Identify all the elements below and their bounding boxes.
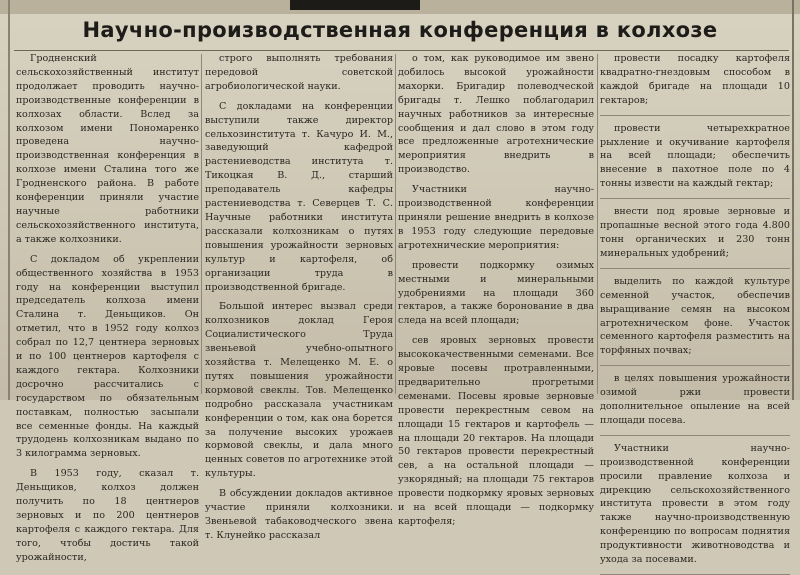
paragraph: о том, как руководимое им звено добилось высокой урожайности махорки. Бригадир полеводческой бригады т. Лешко поблагодарил научных работников за интересные сообщения и дал слово в этом году все предложенные агротехнические мероприятия внедрить в производство.: [398, 53, 594, 176]
list-separator: [600, 198, 790, 199]
paragraph: Участники научно-производственной конференции просили правление колхоза и дирекцию сельскохозяйственного института провести в этом году также научно-производственную конференцию по вопросам поднятия продуктивности животноводства и ухода за посевами.: [600, 442, 790, 566]
column-divider: [597, 54, 598, 394]
column-divider: [201, 54, 202, 394]
column-3: [398, 52, 594, 527]
column-2: [205, 52, 393, 541]
paragraph: выделить по каждой культуре семенной участок, обеспечив выращивание семян на высоком агротехническом фоне. Участок семенного картофеля разместить на торфяных почвах;: [600, 275, 790, 357]
paragraph: внести под яровые зерновые и пропашные весной этого года 4.800 тонн органических и 230 тонн минеральных удобрений;: [600, 206, 790, 259]
headline-rule: [14, 50, 789, 51]
paragraph: в целях повышения урожайности озимой ржи провести дополнительное опыление на всей площади посева.: [600, 373, 790, 426]
list-separator: [600, 365, 790, 366]
header-black-bar: [290, 0, 420, 10]
left-edge-rule: [8, 0, 10, 400]
paragraph: С докладом об укреплении общественного хозяйства в 1953 году на конференции выступил председатель колхоза имени Сталина т. Деньщиков. Он отметил, что в 1952 году колхоз собрал по 12,7 центнера зерновых и по 100 центнеров картофеля с каждого гектара. Колхозники досрочно рассчитались с государством по обязательным поставкам, полностью засыпали все семенные фонды. На каждый трудодень колхозникам выдано по 3 килограмма зерновых.: [16, 253, 199, 460]
paragraph: Участники научно-производственной конференции приняли решение внедрить в колхозе в 1953 году следующие передовые агротехнические мероприятия:: [398, 184, 594, 251]
paragraph: В 1953 году, сказал т. Деньщиков, колхоз должен получить по 18 центнеров зерновых и по 200 центнеров картофеля с каждого гектара. Для того, чтобы достичь такой урожайности,: [16, 468, 199, 563]
paragraph: сев яровых зерновых провести высококачественными семенами. Все яровые посевы протравленными, предварительно прогретыми семенами. Посевы яровые зерновые провести перекрестным севом на площади 15 гектаров и картофель — на площади 20 гектаров. На площади 50 гектаров провести перекрестный сев, а на остальной площади — узкорядный; на площади 75 гектаров провести подкормку яровых зерновых и на всей площади — подкормку картофеля;: [398, 335, 594, 527]
paragraph: строго выполнять требования передовой советской агробиологической науки.: [205, 53, 393, 92]
paragraph: В обсуждении докладов активное участие приняли колхозники. Звеньевой табаководческого звена т. Клунейко рассказал: [205, 488, 393, 541]
paragraph: Большой интерес вызвал среди колхозников доклад Героя Социалистического Труда звеньевой учебно-опытного хозяйства т. Мелещенко М. Е. о путях повышения урожайности кормовой свеклы. Тов. Мелещенко подробно рассказала участникам конференции о том, как она борется за получение высоких урожаев кормовой свеклы, и дала много ценных советов по агротехнике этой культуры.: [205, 301, 393, 480]
list-separator: [600, 268, 790, 269]
right-edge-rule: [792, 0, 794, 400]
paragraph: Гродненский сельскохозяйственный институт продолжает проводить научно-производственные конференции в колхозах области. Вслед за колхозом имени Пономаренко проведена научно-производственная конференция в колхозе имени Сталина того же Гродненского района. В работе конференции приняли участие научные работники сельскохозяйственного института, а также колхозники.: [16, 53, 199, 245]
column-4: [600, 52, 790, 566]
top-band: [0, 0, 800, 14]
paragraph: провести посадку картофеля квадратно-гнездовым способом в каждой бригаде на площади 10 гектаров;: [600, 53, 790, 106]
paragraph: провести четырехкратное рыхление и окучивание картофеля на всей площади; обеспечить внесение в пахотное поле по 4 тонны извести на каждый гектар;: [600, 122, 790, 190]
paragraph: провести подкормку озимых местными и минеральными удобрениями на площади 360 гектаров, а также боронование в два следа на всей площади;: [398, 259, 594, 327]
list-separator: [600, 435, 790, 436]
paragraph: С докладами на конференции выступили также директор сельхозинститута т. Качуро И. М., заведующий кафедрой растениеводства института т. Тикоцкая В. Д., старший преподаватель кафедры растениеводства т. Северцев Т. С. Научные работники института рассказали колхозникам о путях повышения урожайности зерновых культур и картофеля, об организации труда в производственной бригаде.: [205, 100, 393, 293]
column-divider: [395, 54, 396, 394]
list-separator: [600, 115, 790, 116]
column-1: [16, 52, 199, 563]
article-headline: Научно-производственная конференция в колхозе: [82, 18, 718, 42]
